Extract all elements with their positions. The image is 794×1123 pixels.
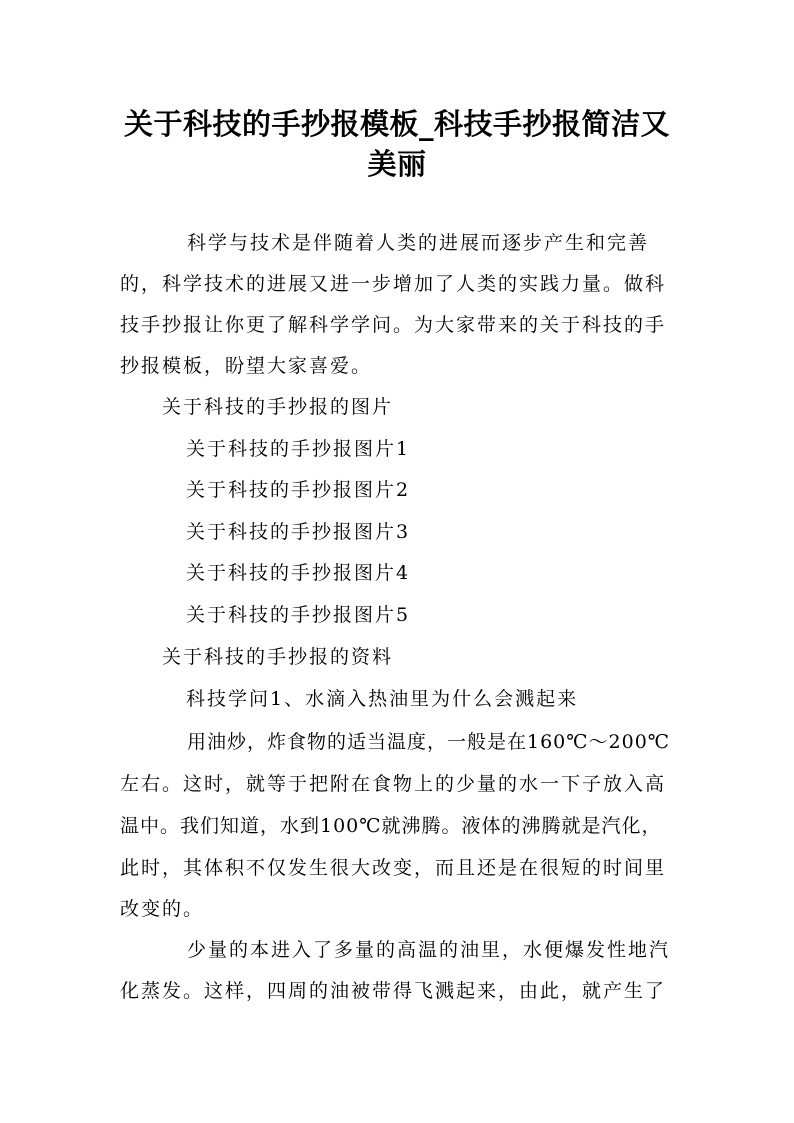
intro-line: 技手抄报让你更了解科学学问。为大家带来的关于科技的手: [120, 314, 667, 336]
intro-line: 抄报模板，盼望大家喜爱。: [120, 355, 373, 377]
body-line: 左右。这时，就等于把附在食物上的少量的水一下子放入高: [120, 773, 667, 795]
section-heading-pictures: 关于科技的手抄报的图片: [162, 396, 394, 418]
picture-list-item: 关于科技的手抄报图片2: [186, 479, 411, 501]
document-title-line-2: 美丽: [367, 147, 427, 181]
picture-list-item: 关于科技的手抄报图片5: [186, 604, 411, 626]
section-heading-materials: 关于科技的手抄报的资料: [162, 646, 394, 668]
body-line: 化蒸发。这样，四周的油被带得飞溅起来，由此，就产生了: [120, 980, 667, 1002]
intro-line: 科学与技术是伴随着人类的进展而逐步产生和完善: [187, 232, 650, 254]
body-line: 少量的本进入了多量的高温的油里，水便爆发性地汽: [187, 939, 671, 961]
body-line: 用油炒，炸食物的适当温度，一般是在160℃～200℃: [187, 731, 671, 753]
document-title-line-1: 关于科技的手抄报模板_科技手抄报简洁又: [123, 107, 670, 141]
picture-list-item: 关于科技的手抄报图片1: [186, 438, 411, 460]
body-line: 温中。我们知道，水到100℃就沸腾。液体的沸腾就是汽化，: [120, 815, 662, 837]
intro-line: 的，科学技术的进展又进一步增加了人类的实践力量。做科: [120, 273, 667, 295]
picture-list-item: 关于科技的手抄报图片3: [186, 521, 411, 543]
body-line: 此时，其体积不仅发生很大改变，而且还是在很短的时间里: [120, 857, 667, 879]
picture-list-item: 关于科技的手抄报图片4: [186, 562, 411, 584]
body-line: 改变的。: [120, 898, 205, 920]
knowledge-heading: 科技学问1、水滴入热油里为什么会溅起来: [186, 688, 579, 710]
